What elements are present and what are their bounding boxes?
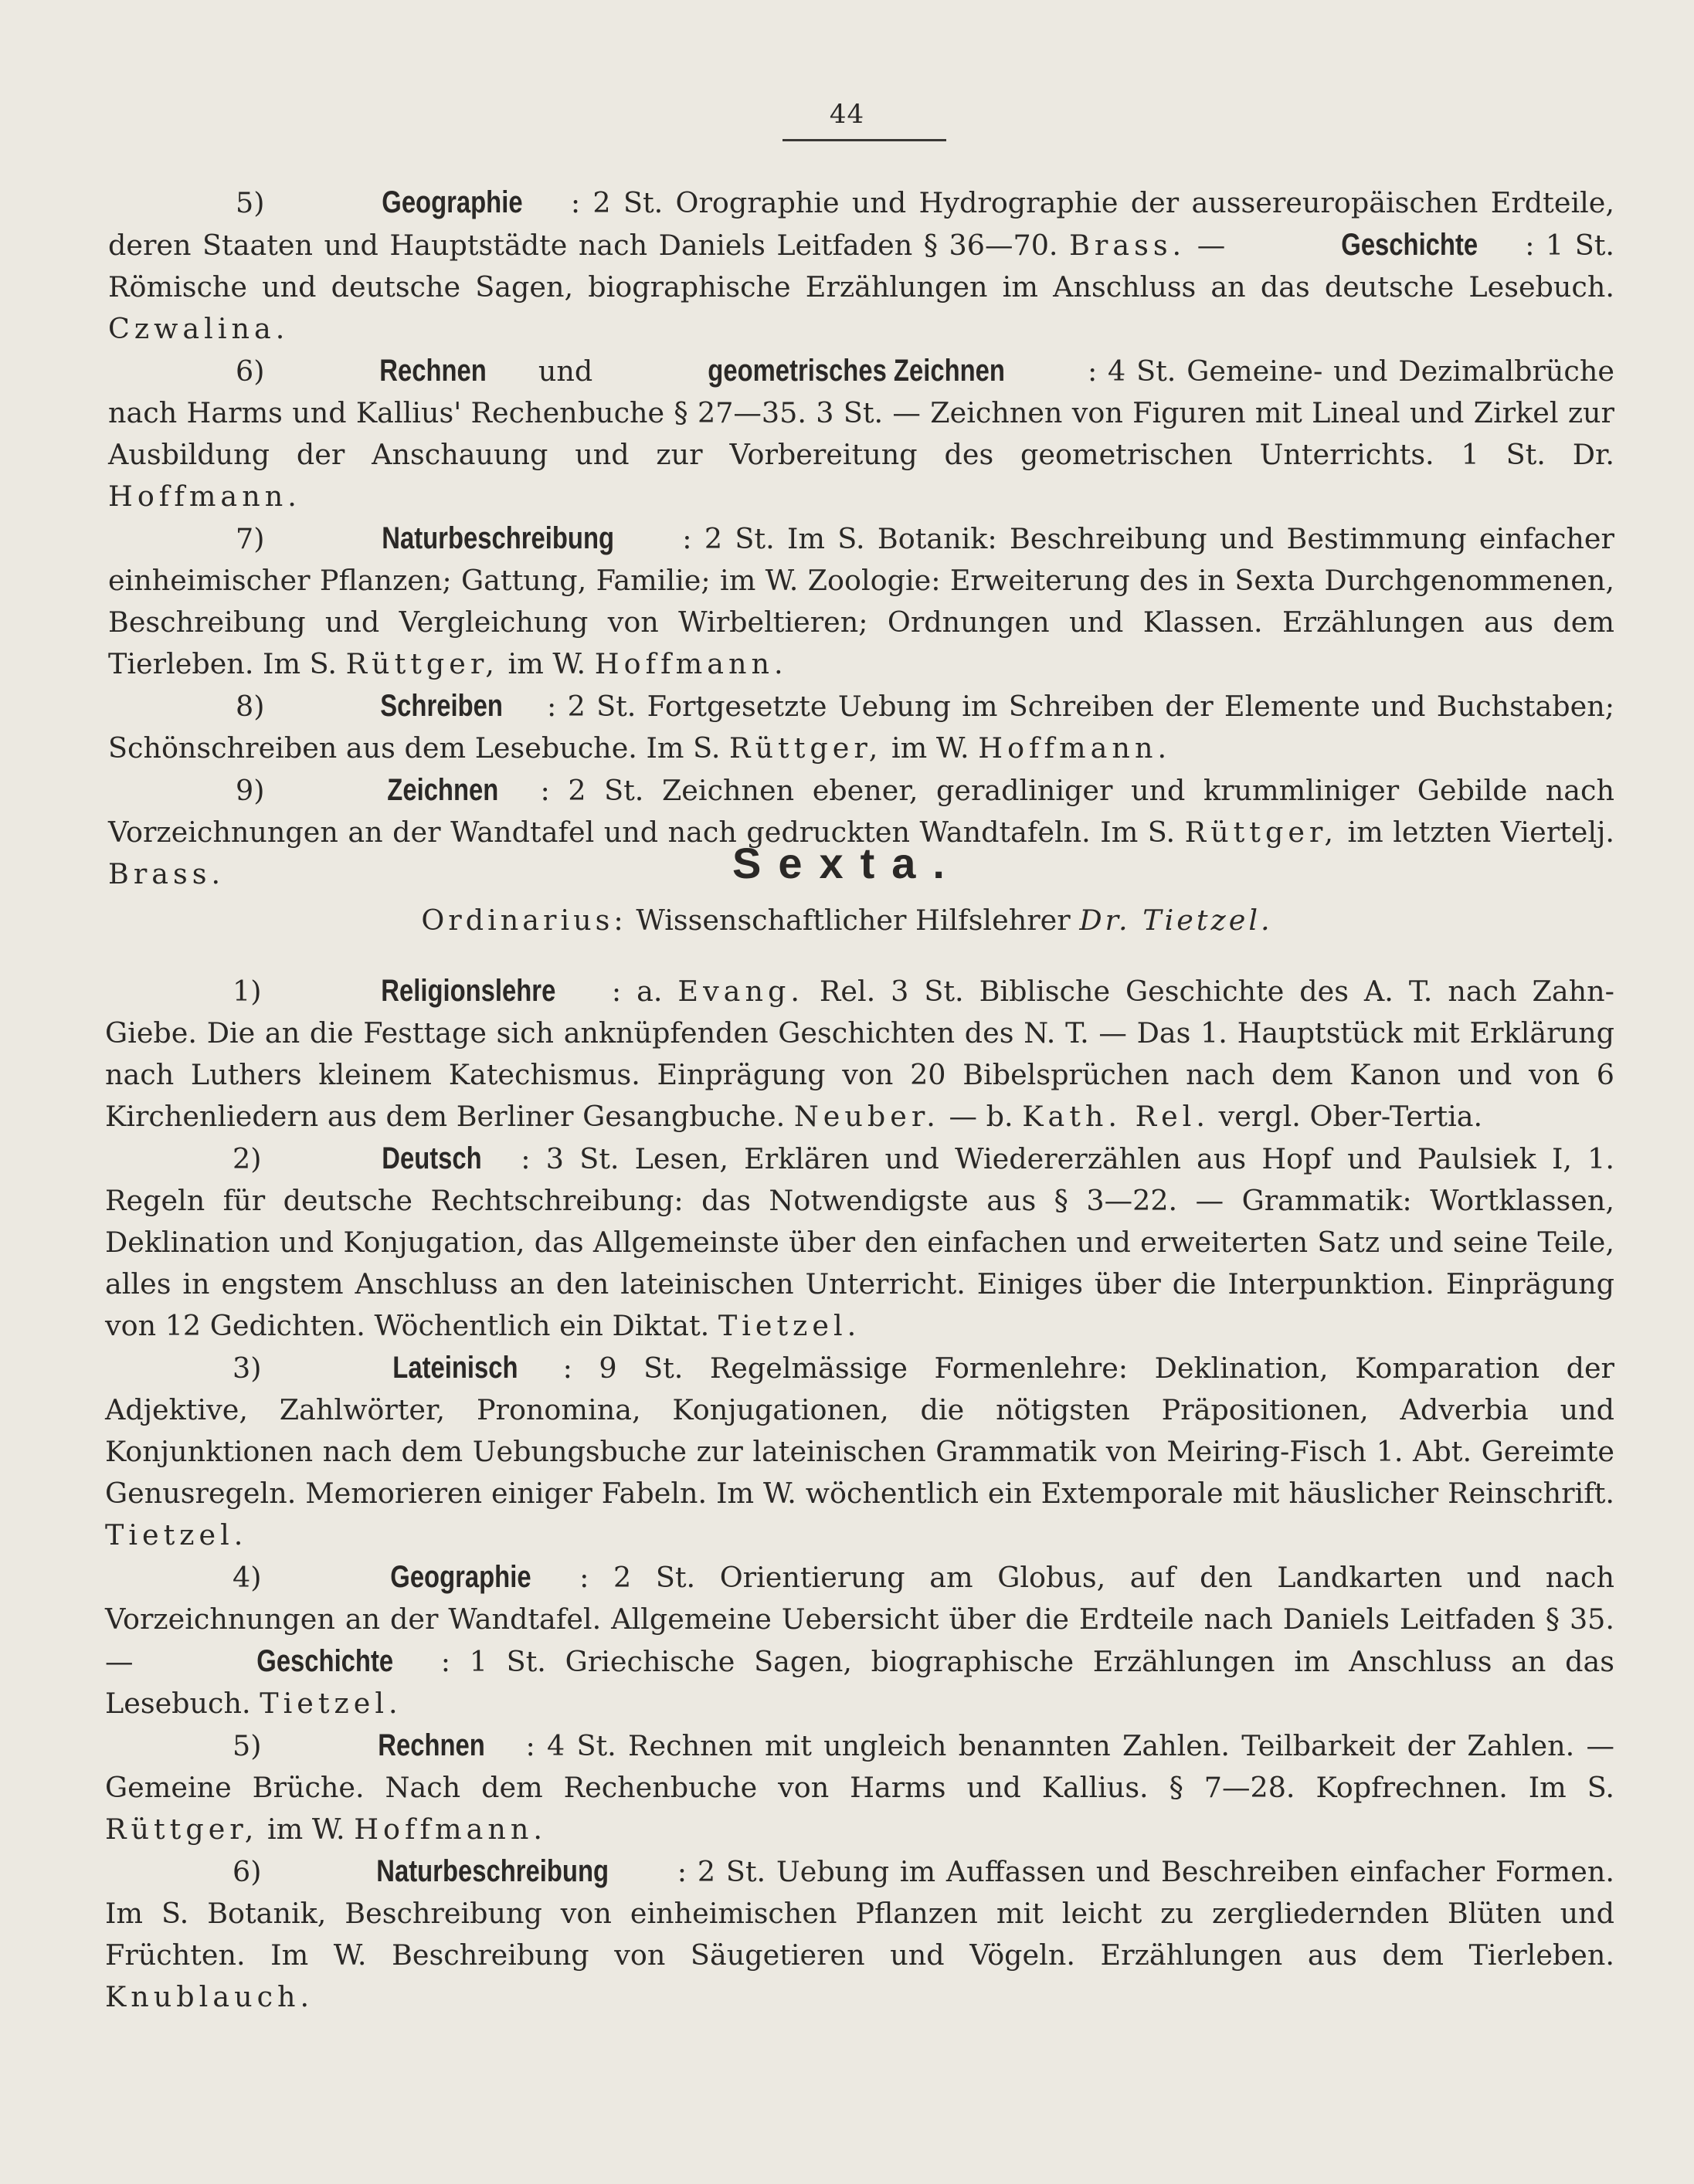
paragraph-deutsch (105, 1138, 1614, 1347)
paragraph-naturbeschreibung (108, 517, 1614, 685)
paragraph-text: im letzten Viertelj. (1337, 816, 1615, 849)
subject-heading: Naturbeschreibung (382, 521, 614, 555)
paragraph-religionslehre (105, 970, 1614, 1138)
paragraph-text: : 2 St. Orographie und Hydrographie der aussereuropäischen Erdteile, deren Staaten und Hauptstädte nach Daniels Leitfaden § 36—70. (108, 186, 1614, 262)
subject-heading: Rechnen (379, 354, 487, 388)
paragraph-text: : 9 St. Regelmässige Formenlehre: Deklination, Komparation der Adjektive, Zahlwörter, Pronomina, Konjugationen, die nötigsten Präpositionen, Adverbia und Konjunktionen nach dem Uebungsbuche zur lateinischen Grammatik von Meiring-Fisch 1. Abt. Gereimte Genusregeln. Memorieren einiger Fabeln. Im W. wöchentlich ein Extemporale mit häuslicher Reinschrift. (105, 1351, 1614, 1510)
item-number: 7) (236, 522, 265, 555)
teacher-name: Rüttger, (105, 1813, 259, 1846)
item-number: 8) (236, 690, 265, 723)
paragraph-lateinisch (105, 1347, 1614, 1556)
paragraph-text: — b. (939, 1100, 1013, 1133)
item-number: 3) (233, 1351, 262, 1385)
subject-heading: Lateinisch (392, 1351, 518, 1385)
subject-heading: Religionslehre (381, 974, 556, 1008)
paragraph-schreiben (108, 685, 1614, 769)
teacher-name: Czwalina. (108, 312, 290, 345)
paragraph-text: im W. (258, 1813, 355, 1846)
subject-heading: Geographie (390, 1560, 531, 1594)
paragraph-text: : 3 St. Lesen, Erklären und Wiedererzählen aus Hopf und Paulsiek I, 1. Regeln für deutsche Rechtschreibung: das Notwendigste aus § 3—22. — Grammatik: Wortklassen, Deklination und Konjugation, das Allgemeinste über den einfachen und erweiterten Satz und seine Teile, alles in engstem Anschluss an den lateinischen Unterricht. Einiges über die Interpunktion. Einprägung von 12 Gedichten. Wöchentlich ein Diktat. (105, 1142, 1614, 1342)
item-number: 5) (233, 1729, 262, 1762)
teacher-name: Tietzel. (260, 1687, 402, 1720)
paragraph-rechnen-sexta (105, 1724, 1614, 1850)
teacher-name: Tietzel. (718, 1309, 861, 1342)
teacher-name: Tietzel. (105, 1518, 248, 1552)
teacher-name: Rüttger, (345, 647, 499, 680)
spaced-text: Evang. (677, 975, 804, 1008)
teacher-name: Neuber. (793, 1100, 940, 1133)
item-number: 5) (236, 186, 265, 219)
paragraph-text: : 1 St. Römische und deutsche Sagen, biographische Erzählungen im Anschluss an das deutsche Lesebuch. (108, 229, 1615, 304)
page-number: 44 (829, 99, 865, 130)
subject-heading: Deutsch (381, 1141, 482, 1175)
subject-heading: Zeichnen (387, 773, 499, 807)
teacher-name: Hoffmann. (108, 480, 301, 513)
paragraph-text: vergl. Ober-Tertia. (1209, 1100, 1483, 1133)
subject-heading: Rechnen (378, 1728, 485, 1762)
ordinarius-label: Ordinarius: (421, 904, 627, 937)
teacher-name: Brass. (1069, 229, 1186, 262)
subject-heading: Schreiben (380, 689, 503, 723)
item-number: 1) (233, 975, 262, 1008)
paragraph-text: : a. (611, 975, 663, 1008)
teacher-name: Knublauch. (105, 1980, 314, 2013)
paragraph-text: : 2 St. Orientierung am Globus, auf den Landkarten und nach Vorzeichnungen an der Wandtafel. Allgemeine Uebersicht über die Erdteile nach Daniels Leitfaden § 35. — (105, 1561, 1614, 1678)
subject-heading: Geographie (382, 185, 523, 219)
paragraph-text: Rel. 3 St. Biblische Geschichte des A. T. nach Zahn-Giebe. Die an die Festtage sich anknüpfenden Geschichten des N. T. — Das 1. Hauptstück mit Erklärung nach Luthers kleinem Katechismus. Einprägung von 20 Bibelsprüchen nach dem Kanon und von 6 Kirchenliedern aus dem Berliner Gesangbuche. (105, 975, 1614, 1133)
paragraph-text: : 2 St. Zeichnen ebener, geradliniger und krummliniger Gebilde nach Vorzeichnungen an der Wandtafel und nach gedruckten Wandtafeln. Im S. (108, 774, 1614, 849)
paragraph-text: : 4 St. Rechnen mit ungleich benannten Zahlen. Teilbarkeit der Zahlen. — Gemeine Brüche. Nach dem Rechenbuche von Harms und Kallius. § 7—28. Kopfrechnen. Im S. (105, 1729, 1615, 1804)
top-section (108, 181, 1614, 895)
subject-heading: Geschichte (256, 1644, 394, 1678)
teacher-name: Hoffmann. (594, 647, 788, 680)
paragraph-text: im W. (498, 647, 595, 680)
paragraph-text: : 2 St. Fortgesetzte Uebung im Schreiben der Elemente und Buchstaben; Schönschreiben aus dem Lesebuche. Im S. (108, 690, 1614, 765)
teacher-name: Hoffmann. (978, 731, 1172, 765)
subject-heading: Geschichte (1341, 228, 1478, 262)
paragraph-geographie-geschichte-sexta (105, 1556, 1614, 1724)
ordinarius-text: Wissenschaftlicher Hilfslehrer (626, 904, 1080, 937)
paragraph-text: und (528, 354, 604, 388)
paragraph-geographie-geschichte (108, 181, 1614, 350)
paragraph-text: : 2 St. Im S. Botanik: Beschreibung und Bestimmung einfacher einheimischer Pflanzen; Gattung, Familie; im W. Zoologie: Erweiterung des in Sexta Durchgenommenen, Beschreibung und Vergleichung von Wirbeltieren; Ordnungen und Klassen. Erzählungen aus dem Tierleben. Im S. (108, 522, 1614, 680)
subject-heading: Naturbeschreibung (376, 1854, 609, 1888)
paragraph-text: im W. (882, 731, 979, 765)
subject-heading: geometrisches Zeichnen (708, 354, 1005, 388)
item-number: 6) (236, 354, 265, 388)
item-number: 6) (233, 1855, 262, 1888)
paragraph-text: : 4 St. Gemeine- und Dezimalbrüche nach Harms und Kallius' Rechenbuche § 27—35. 3 St. — Zeichnen von Figuren mit Lineal und Zirkel zur Ausbildung der Anschauung und zur Vorbereitung des geometrischen Unterrichts. 1 St. Dr. (108, 354, 1614, 471)
sexta-section (105, 970, 1614, 2018)
section-title: Sexta. (732, 839, 962, 887)
paragraph-text: : 1 St. Griechische Sagen, biographische Erzählungen im Anschluss an das Lesebuch. (105, 1645, 1614, 1720)
ordinarius-line (0, 904, 1694, 937)
teacher-name: Rüttger, (729, 731, 883, 765)
paragraph-rechnen-zeichnen (108, 350, 1614, 517)
item-number: 4) (233, 1561, 262, 1594)
ordinarius-name: Dr. Tietzel. (1079, 904, 1273, 937)
teacher-name: Hoffmann. (354, 1813, 548, 1846)
spaced-text: Kath. Rel. (1022, 1100, 1210, 1133)
teacher-name: Brass. (108, 857, 226, 890)
page-number-rule (782, 139, 946, 141)
paragraph-naturbeschreibung-sexta (105, 1850, 1614, 2018)
teacher-name: Rüttger, (1184, 816, 1338, 849)
item-number: 9) (236, 774, 265, 807)
paragraph-text: — (1186, 229, 1237, 262)
item-number: 2) (233, 1142, 262, 1175)
paragraph-text: : 2 St. Uebung im Auffassen und Beschreiben einfacher Formen. Im S. Botanik, Beschreibung von einheimischen Pflanzen mit leicht zu zergliedernden Blüten und Früchten. Im W. Beschreibung von Säugetieren und Vögeln. Erzählungen aus dem Tierleben. (105, 1855, 1614, 1972)
